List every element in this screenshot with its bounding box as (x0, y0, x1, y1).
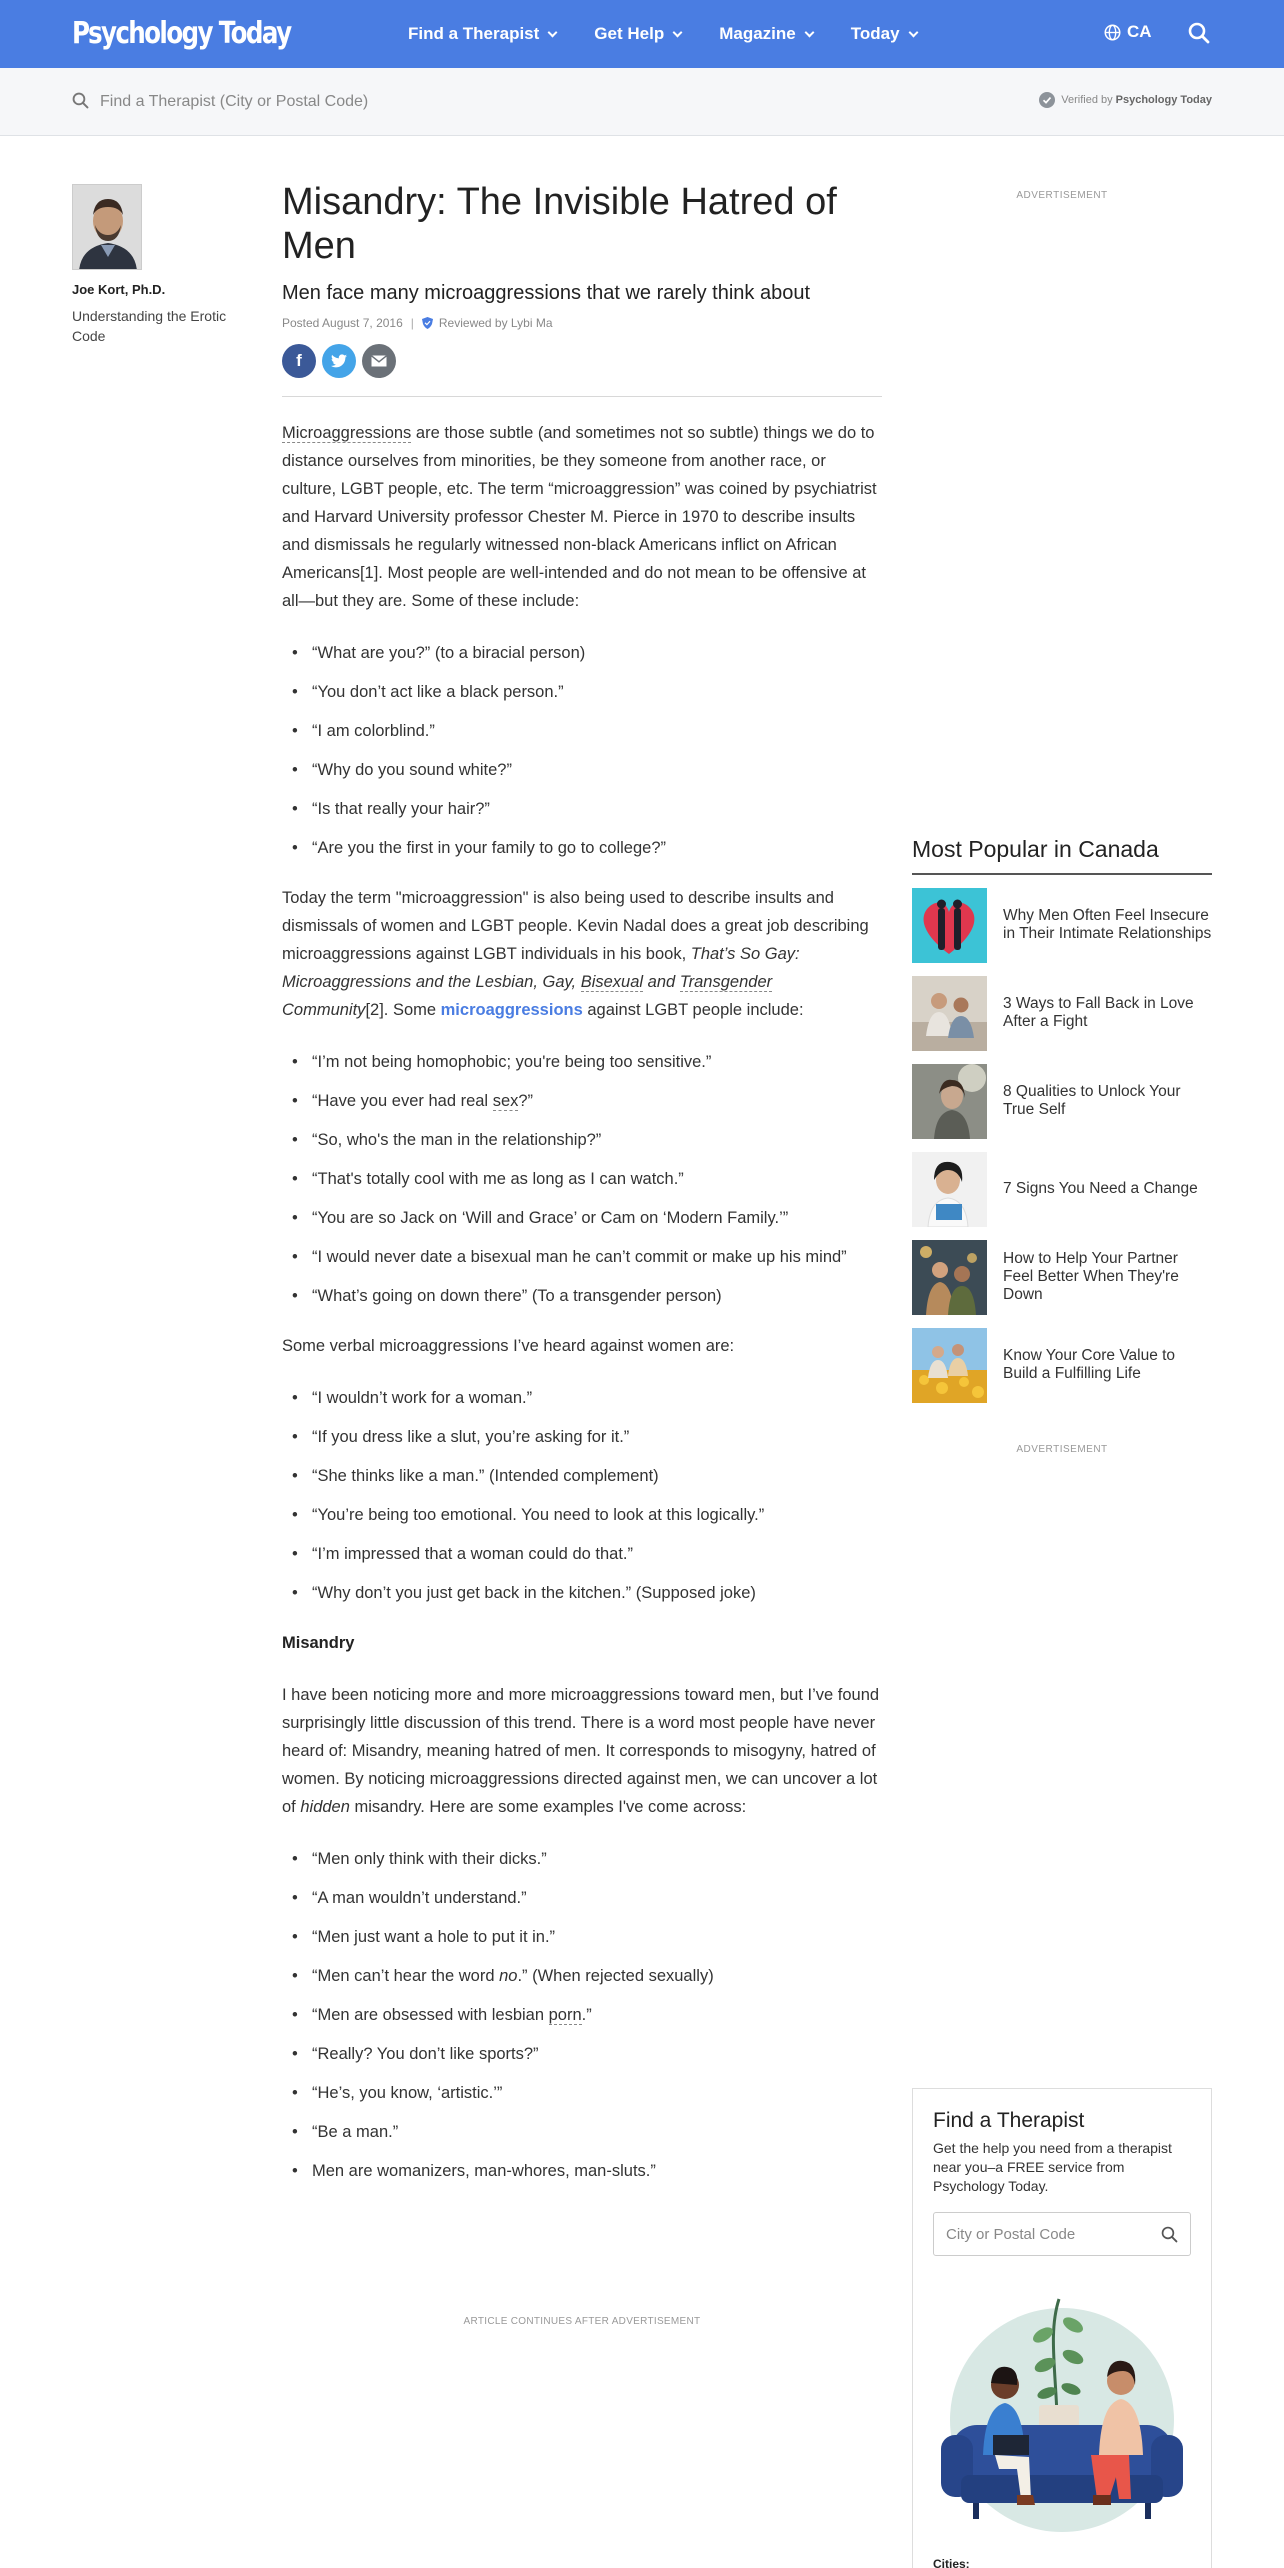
list-item: • “You don’t act like a black person.” (282, 678, 882, 706)
find-therapist-title: Find a Therapist (933, 2109, 1085, 2132)
book-title: and (643, 973, 680, 991)
popular-item[interactable] (912, 1239, 1212, 1315)
chevron-down-icon (804, 27, 814, 37)
chevron-down-icon (673, 27, 683, 37)
nav-magazine[interactable] (719, 24, 813, 44)
article-body (282, 419, 882, 2185)
popular-thumbnail (912, 1152, 987, 1227)
author-blog-title[interactable]: Understanding the Erotic Code (72, 308, 227, 344)
cities-label: Cities: (933, 2557, 970, 2568)
paragraph-text: Today the term "microaggression" is also being used to describe insults and dismissals of women and LGBT people. Kevin Nadal does a great job describing microaggressions against LGBT individuals in his book, (282, 889, 869, 963)
section-heading-misandry: Misandry (282, 1634, 355, 1652)
term-link-porn[interactable]: porn (548, 2006, 582, 2024)
emphasis-text: no (499, 1967, 518, 1985)
term-link-sex[interactable]: sex (492, 1092, 519, 1110)
nav-label: Get Help (594, 24, 665, 43)
popular-thumbnail (912, 976, 987, 1051)
search-icon (72, 92, 89, 109)
paragraph (282, 884, 882, 1024)
search-icon[interactable] (1161, 2226, 1178, 2243)
list-item: • “Men can’t hear the word no.” (When rejected sexually) (282, 1962, 882, 1990)
popular-thumbnail (912, 1240, 987, 1315)
share-buttons (282, 344, 882, 378)
popular-item[interactable] (912, 887, 1212, 963)
popular-item[interactable] (912, 1151, 1212, 1227)
author-portrait-icon (73, 185, 142, 270)
popular-item-title: 3 Ways to Fall Back in Love After a Fight (1003, 995, 1194, 1030)
advertisement-label: ADVERTISEMENT (1016, 1444, 1108, 1455)
paragraph: Some verbal microaggressions I’ve heard against women are: (282, 1337, 735, 1355)
nav-label: Today (850, 24, 900, 43)
list-item: • “Men only think with their dicks.” (282, 1845, 882, 1873)
list-item: • “Really? You don’t like sports?” (282, 2040, 882, 2068)
list-item: • “He’s, you know, ‘artistic.’” (282, 2079, 882, 2107)
list-item: • “What are you?” (to a biracial person) (282, 639, 882, 667)
article-meta (282, 316, 882, 330)
find-therapist-widget (912, 2088, 1212, 2568)
most-popular-section (912, 836, 1212, 1403)
book-title: That’s So Gay: Microaggressions and the Lesbian, Gay, (282, 945, 800, 991)
list-item: • “What’s going on down there” (To a transgender person) (282, 1282, 882, 1310)
article-continues-label: ARTICLE CONTINUES AFTER ADVERTISEMENT (463, 2316, 701, 2327)
author-name[interactable]: Joe Kort, Ph.D. (72, 282, 166, 297)
search-icon (1188, 22, 1210, 44)
examples-list (282, 1048, 882, 1310)
popular-item-title: 7 Signs You Need a Change (1003, 1180, 1198, 1197)
popular-item[interactable] (912, 975, 1212, 1051)
advertisement-label: ADVERTISEMENT (1016, 190, 1108, 201)
list-item: • “I’m not being homophobic; you're being too sensitive.” (282, 1048, 882, 1076)
nav-label: Magazine (719, 24, 796, 43)
email-icon (371, 355, 387, 367)
list-item: • “That's totally cool with me as long as I can watch.” (282, 1165, 882, 1193)
therapy-session-illustration (933, 2285, 1191, 2535)
list-item: • “You’re being too emotional. You need to look at this logically.” (282, 1501, 882, 1529)
popular-thumbnail (912, 1328, 987, 1403)
list-item: • “You are so Jack on ‘Will and Grace’ or Cam on ‘Modern Family.’” (282, 1204, 882, 1232)
top-nav-bar (0, 0, 1284, 68)
nav-find-therapist[interactable] (408, 24, 556, 44)
list-item: • “So, who's the man in the relationship?” (282, 1126, 882, 1154)
list-item: • “She thinks like a man.” (Intended complement) (282, 1462, 882, 1490)
list-item: • “Why do you sound white?” (282, 756, 882, 784)
therapist-search-bar (0, 68, 1284, 136)
share-facebook-button[interactable] (282, 344, 316, 378)
popular-item-title: Why Men Often Feel Insecure in Their Intimate Relationships (1003, 907, 1212, 942)
globe-icon (1104, 24, 1121, 41)
site-logo[interactable]: Psychology Today (72, 16, 291, 51)
most-popular-title: Most Popular in Canada (912, 836, 1212, 875)
list-item: • Men are womanizers, man-whores, man-sluts.” (282, 2157, 882, 2185)
list-item: • “If you dress like a slut, you’re asking for it.” (282, 1423, 882, 1451)
paragraph (282, 419, 882, 615)
chevron-down-icon (548, 27, 558, 37)
article-subtitle: Men face many microaggressions that we rarely think about (282, 282, 811, 304)
twitter-icon (331, 354, 347, 368)
header-search-button[interactable] (1188, 22, 1210, 49)
book-title: Community (282, 1001, 366, 1019)
paragraph-text: [2]. Some (365, 1001, 441, 1019)
list-item: • “Is that really your hair?” (282, 795, 882, 823)
verified-check-icon (1039, 92, 1055, 108)
examples-list (282, 639, 882, 862)
examples-list (282, 1384, 882, 1607)
emphasis-text: hidden (300, 1798, 350, 1816)
posted-date: Posted August 7, 2016 (282, 316, 403, 330)
microaggressions-link[interactable]: microaggressions (440, 1001, 583, 1019)
find-therapist-search (933, 2212, 1191, 2256)
term-link-transgender[interactable]: Transgender (679, 973, 773, 991)
verified-prefix: Verified by (1061, 94, 1113, 106)
list-item: • “Men just want a hole to put it in.” (282, 1923, 882, 1951)
find-therapist-description: Get the help you need from a therapist near you–a FREE service from Psychology Today. (933, 2140, 1172, 2194)
share-twitter-button[interactable] (322, 344, 356, 378)
list-item: • “Have you ever had real sex?” (282, 1087, 882, 1115)
region-selector[interactable] (1104, 22, 1152, 42)
article-title: Misandry: The Invisible Hatred of Men (282, 181, 837, 267)
city-postal-input[interactable] (934, 2213, 1154, 2255)
popular-item-title: 8 Qualities to Unlock Your True Self (1003, 1083, 1181, 1118)
facebook-icon: f (296, 351, 302, 370)
shield-icon (422, 317, 433, 329)
nav-today[interactable] (851, 24, 917, 44)
list-item: • “Are you the first in your family to go to college?” (282, 834, 882, 862)
paragraph-text: misandry. Here are some examples I've come across: (349, 1798, 747, 1816)
list-item: • “I am colorblind.” (282, 717, 882, 745)
title-divider (282, 396, 882, 397)
nav-label: Find a Therapist (408, 24, 540, 43)
paragraph-text: against LGBT people include: (582, 1001, 804, 1019)
list-item: • “Be a man.” (282, 2118, 882, 2146)
author-avatar[interactable] (72, 184, 142, 270)
share-email-button[interactable] (362, 344, 396, 378)
list-item: • “I would never date a bisexual man he can’t commit or make up his mind” (282, 1243, 882, 1271)
verified-badge (1039, 92, 1212, 108)
paragraph-text: I have been noticing more and more microaggressions toward men, but I’ve found surprisingly little discussion of this trend. There is a word most people have never heard of: Misandry, meaning hatred of men. It corresponds to misogyny, hatred of women. By noticing microaggressions directed against men, we can uncover a lot of (282, 1686, 880, 1816)
chevron-down-icon (908, 27, 918, 37)
list-item: • “Men are obsessed with lesbian porn.” (282, 2001, 882, 2029)
popular-item[interactable] (912, 1063, 1212, 1139)
popular-item[interactable] (912, 1327, 1212, 1403)
list-item: • “Why don’t you just get back in the kitchen.” (Supposed joke) (282, 1579, 882, 1607)
reviewed-by[interactable]: Reviewed by Lybi Ma (438, 316, 553, 330)
list-item: • “A man wouldn’t understand.” (282, 1884, 882, 1912)
meta-separator: | (410, 316, 414, 330)
main-nav (408, 0, 955, 68)
popular-item-title: How to Help Your Partner Feel Better When They're Down (1003, 1250, 1179, 1303)
paragraph (282, 1681, 882, 1821)
verified-brand: Psychology Today (1115, 94, 1212, 106)
popular-thumbnail (912, 1064, 987, 1139)
examples-list (282, 1845, 882, 2185)
list-item: • “I’m impressed that a woman could do that.” (282, 1540, 882, 1568)
paragraph-text: are those subtle (and sometimes not so subtle) things we do to distance ourselves from minorities, be they someone from another race, or culture, LGBT people, etc. The term “microaggression” was coined by psychiatrist and Harvard University professor Chester M. Pierce in 1970 to describe insults and dismissals he regularly witnessed non-black Americans inflict on African Americans[1]. Most people are well-intended and do not mean to be offensive at all—but they are. Some of these include: (282, 424, 877, 610)
region-label: CA (1127, 22, 1152, 41)
popular-item-title: Know Your Core Value to Build a Fulfilling Life (1003, 1347, 1176, 1382)
term-link-microaggressions[interactable]: Microaggressions (282, 424, 412, 442)
article (282, 180, 882, 2207)
list-item: • “I wouldn’t work for a woman.” (282, 1384, 882, 1412)
therapist-search-input[interactable] (100, 86, 580, 118)
term-link-bisexual[interactable]: Bisexual (580, 973, 644, 991)
nav-get-help[interactable] (594, 24, 681, 44)
popular-thumbnail (912, 888, 987, 963)
